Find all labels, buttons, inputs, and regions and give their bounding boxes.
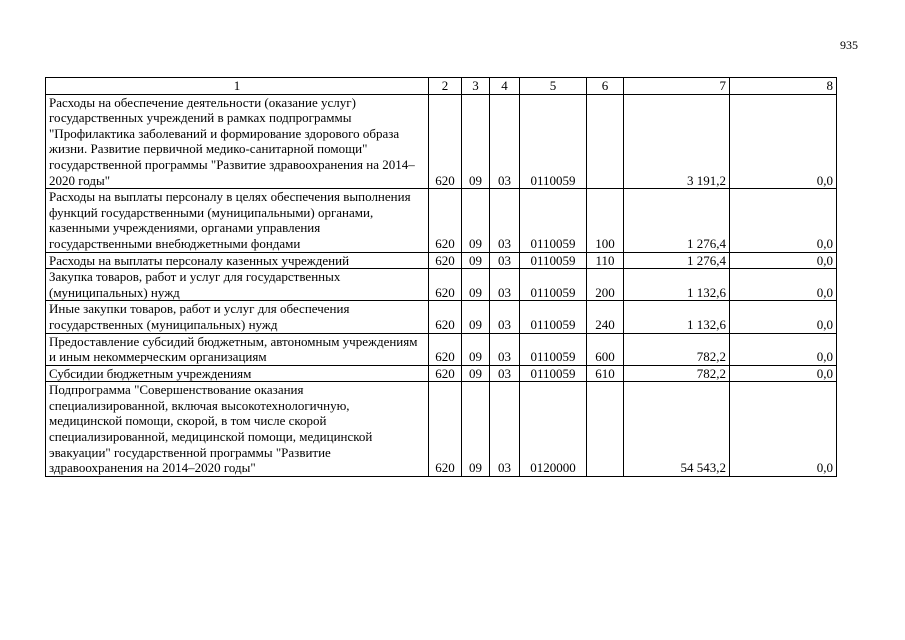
cell-section: 09 [462,365,490,382]
cell-target-article: 0110059 [520,365,587,382]
cell-ministry-code: 620 [429,94,462,189]
column-header: 7 [624,78,730,95]
cell-expense-type [587,382,624,477]
row-name: Расходы на обеспечение деятельности (оказание услуг) государственных учреждений в рамках подпрограммы "Профилактика заболеваний и формирование здорового образа жизни. Развитие первичной медико-санитарной помощи" государственной программы "Развитие здравоохранения на 2014–2020 годы" [46,94,429,189]
cell-amount-federal: 0,0 [730,333,837,365]
cell-amount: 782,2 [624,333,730,365]
cell-amount: 1 276,4 [624,189,730,252]
cell-section: 09 [462,269,490,301]
cell-subsection: 03 [490,94,520,189]
cell-amount: 3 191,2 [624,94,730,189]
cell-expense-type: 610 [587,365,624,382]
cell-expense-type: 200 [587,269,624,301]
cell-ministry-code: 620 [429,269,462,301]
column-header: 1 [46,78,429,95]
cell-amount-federal: 0,0 [730,94,837,189]
cell-amount: 1 132,6 [624,269,730,301]
cell-expense-type [587,94,624,189]
column-header: 2 [429,78,462,95]
table-row [46,252,837,269]
row-name: Закупка товаров, работ и услуг для государственных (муниципальных) нужд [46,269,429,301]
table-row [46,382,837,477]
column-header: 5 [520,78,587,95]
cell-expense-type: 110 [587,252,624,269]
cell-amount: 1 132,6 [624,301,730,333]
cell-ministry-code: 620 [429,189,462,252]
cell-section: 09 [462,189,490,252]
cell-section: 09 [462,94,490,189]
cell-amount: 1 276,4 [624,252,730,269]
table-row [46,365,837,382]
cell-expense-type: 600 [587,333,624,365]
table-row [46,269,837,301]
cell-target-article: 0120000 [520,382,587,477]
cell-ministry-code: 620 [429,333,462,365]
column-header: 3 [462,78,490,95]
cell-ministry-code: 620 [429,382,462,477]
cell-ministry-code: 620 [429,365,462,382]
cell-subsection: 03 [490,269,520,301]
cell-target-article: 0110059 [520,269,587,301]
cell-target-article: 0110059 [520,94,587,189]
table-row [46,333,837,365]
cell-target-article: 0110059 [520,301,587,333]
table-row [46,301,837,333]
column-header: 6 [587,78,624,95]
row-name: Расходы на выплаты персоналу казенных учреждений [46,252,429,269]
row-name: Расходы на выплаты персоналу в целях обеспечения выполнения функций государственными (муниципальными) органами, казенными учреждениями, органами управления государственными внебюджетными фондами [46,189,429,252]
cell-target-article: 0110059 [520,189,587,252]
cell-section: 09 [462,301,490,333]
cell-target-article: 0110059 [520,333,587,365]
cell-subsection: 03 [490,333,520,365]
cell-section: 09 [462,252,490,269]
cell-section: 09 [462,333,490,365]
column-header: 8 [730,78,837,95]
cell-subsection: 03 [490,301,520,333]
cell-amount-federal: 0,0 [730,382,837,477]
cell-expense-type: 240 [587,301,624,333]
page-number: 935 [840,38,858,52]
cell-amount-federal: 0,0 [730,189,837,252]
cell-amount-federal: 0,0 [730,301,837,333]
row-name: Подпрограмма "Совершенствование оказания специализированной, включая высокотехнологичную, медицинской помощи, скорой, в том числе скорой специализированной, медицинской помощи, медицинской эвакуации" государственной программы "Развитие здравоохранения на 2014–2020 годы" [46,382,429,477]
cell-expense-type: 100 [587,189,624,252]
cell-amount-federal: 0,0 [730,269,837,301]
cell-subsection: 03 [490,365,520,382]
row-name: Субсидии бюджетным учреждениям [46,365,429,382]
row-name: Предоставление субсидий бюджетным, автономным учреждениям и иным некоммерческим организациям [46,333,429,365]
table-row [46,189,837,252]
cell-target-article: 0110059 [520,252,587,269]
cell-section: 09 [462,382,490,477]
table-row [46,94,837,189]
column-header: 4 [490,78,520,95]
cell-subsection: 03 [490,252,520,269]
cell-amount-federal: 0,0 [730,365,837,382]
cell-subsection: 03 [490,189,520,252]
header-row [46,78,837,95]
cell-amount: 54 543,2 [624,382,730,477]
budget-table [45,77,837,477]
cell-amount: 782,2 [624,365,730,382]
cell-amount-federal: 0,0 [730,252,837,269]
cell-ministry-code: 620 [429,252,462,269]
cell-subsection: 03 [490,382,520,477]
row-name: Иные закупки товаров, работ и услуг для обеспечения государственных (муниципальных) нужд [46,301,429,333]
cell-ministry-code: 620 [429,301,462,333]
